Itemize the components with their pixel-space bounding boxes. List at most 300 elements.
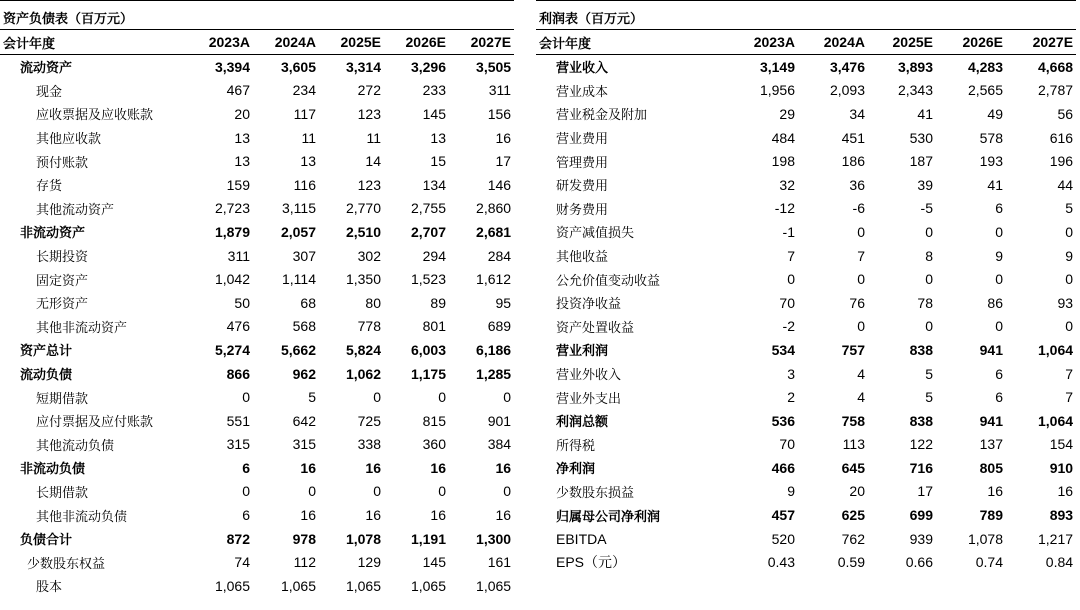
row-value: -2 xyxy=(782,318,795,335)
row-label: 归属母公司净利润 xyxy=(556,509,661,525)
row-value: 5 xyxy=(308,389,316,406)
row-label: 长期投资 xyxy=(36,250,89,266)
balance-sheet-panel xyxy=(0,0,514,598)
row-value: 11 xyxy=(366,129,381,146)
table-row xyxy=(536,456,1076,480)
income-statement-table xyxy=(536,0,1076,574)
row-value: 1,078 xyxy=(967,530,1003,547)
row-label: 资产总计 xyxy=(20,344,73,360)
row-value: 186 xyxy=(841,153,865,170)
row-value: 193 xyxy=(979,153,1003,170)
row-value: 939 xyxy=(909,530,933,547)
row-value: 70 xyxy=(779,436,795,453)
table-row xyxy=(0,267,514,291)
row-value: 1,300 xyxy=(476,530,512,547)
row-value: 2,093 xyxy=(829,82,865,99)
income-statement-panel xyxy=(536,0,1076,574)
row-value: 0 xyxy=(503,483,512,500)
row-value: 234 xyxy=(292,82,316,99)
row-value: 1,879 xyxy=(214,223,250,240)
row-value: 0 xyxy=(503,389,512,406)
row-value: 6 xyxy=(242,507,250,524)
row-value: 3 xyxy=(787,365,795,382)
row-value: 13 xyxy=(234,153,250,170)
row-label: EPS（元） xyxy=(556,554,627,571)
row-value: 0.66 xyxy=(905,554,933,571)
year-header: 2023A xyxy=(190,30,253,55)
row-value: 134 xyxy=(422,176,446,193)
row-value: 1,064 xyxy=(1038,412,1074,429)
table-row xyxy=(0,527,514,551)
row-value: 34 xyxy=(849,105,865,122)
row-value: 901 xyxy=(487,412,512,429)
row-value: 315 xyxy=(292,436,316,453)
table-row xyxy=(536,362,1076,386)
row-value: 7 xyxy=(1065,365,1074,382)
row-value: 1,191 xyxy=(410,530,446,547)
row-value: 762 xyxy=(841,530,865,547)
row-value: 805 xyxy=(979,459,1003,476)
row-label: 无形资产 xyxy=(36,297,89,313)
table-row xyxy=(0,55,514,79)
row-label: 所得税 xyxy=(556,438,596,454)
row-value: 2,860 xyxy=(476,200,512,217)
row-value: 32 xyxy=(779,176,795,193)
row-value: 294 xyxy=(422,247,446,264)
row-label: 股本 xyxy=(36,580,63,596)
row-label: 应付票据及应付账款 xyxy=(36,415,154,431)
row-value: 568 xyxy=(292,318,316,335)
row-value: 2,343 xyxy=(897,82,933,99)
row-value: 89 xyxy=(430,294,446,311)
row-value: 536 xyxy=(771,412,795,429)
row-value: 0 xyxy=(373,483,381,500)
row-value: -6 xyxy=(852,200,865,217)
table-row xyxy=(0,126,514,150)
row-label: 流动资产 xyxy=(20,61,73,77)
table-row xyxy=(0,102,514,126)
table-row xyxy=(0,550,514,574)
row-value: 642 xyxy=(292,412,316,429)
table-row xyxy=(0,220,514,244)
row-value: 112 xyxy=(293,554,316,571)
row-label: 利润总额 xyxy=(556,415,609,431)
row-value: 3,893 xyxy=(897,58,933,75)
row-value: 16 xyxy=(495,129,512,146)
row-value: 154 xyxy=(1049,436,1074,453)
row-value: 941 xyxy=(979,412,1003,429)
row-value: 801 xyxy=(422,318,446,335)
row-value: 9 xyxy=(995,247,1003,264)
row-label: 其他流动负债 xyxy=(36,438,115,454)
table-row xyxy=(536,79,1076,103)
row-value: 74 xyxy=(234,554,250,571)
table-row xyxy=(536,338,1076,362)
row-value: 0 xyxy=(995,223,1003,240)
row-value: 520 xyxy=(771,530,795,547)
row-value: 1,114 xyxy=(282,271,316,288)
row-value: 36 xyxy=(849,176,865,193)
row-value: 5 xyxy=(1065,200,1074,217)
row-value: 1,523 xyxy=(410,271,446,288)
row-value: 815 xyxy=(422,412,446,429)
row-value: 1,078 xyxy=(345,530,381,547)
row-value: 578 xyxy=(979,129,1003,146)
table-row xyxy=(536,503,1076,527)
row-label: 资产减值损失 xyxy=(556,226,635,242)
row-value: 123 xyxy=(357,105,381,122)
row-value: 360 xyxy=(422,436,446,453)
table-row xyxy=(536,385,1076,409)
row-label: 应收票据及应收账款 xyxy=(36,108,154,124)
row-label: 长期借款 xyxy=(36,485,89,501)
header-label: 会计年度 xyxy=(0,30,190,55)
row-value: 1,175 xyxy=(410,365,446,382)
row-value: 86 xyxy=(987,294,1003,311)
row-value: 8 xyxy=(925,247,933,264)
row-value: 910 xyxy=(1049,459,1074,476)
table-row xyxy=(0,291,514,315)
row-value: 384 xyxy=(487,436,512,453)
row-label: 固定资产 xyxy=(36,273,89,289)
row-value: 5 xyxy=(925,365,933,382)
row-value: 7 xyxy=(1065,389,1074,406)
balance-sheet-table xyxy=(0,0,514,598)
row-value: 0.84 xyxy=(1045,554,1074,571)
row-value: 3,314 xyxy=(345,58,381,75)
row-value: 2,681 xyxy=(476,223,512,240)
row-value: 93 xyxy=(1057,294,1074,311)
table-row xyxy=(0,173,514,197)
row-label: 投资净收益 xyxy=(556,297,622,313)
row-value: 187 xyxy=(909,153,933,170)
row-value: 0 xyxy=(438,389,446,406)
header-label: 会计年度 xyxy=(536,30,732,55)
row-value: 284 xyxy=(487,247,512,264)
row-label: 存货 xyxy=(36,179,63,195)
row-value: 122 xyxy=(909,436,933,453)
row-value: 13 xyxy=(234,129,250,146)
row-value: 716 xyxy=(909,459,933,476)
year-header: 2024A xyxy=(798,30,868,55)
row-value: 1,062 xyxy=(345,365,381,382)
table-row xyxy=(0,315,514,339)
row-value: 4,283 xyxy=(967,58,1003,75)
table-row xyxy=(0,503,514,527)
row-value: 80 xyxy=(365,294,381,311)
table-row xyxy=(0,385,514,409)
row-value: 41 xyxy=(917,105,933,122)
table-row xyxy=(0,480,514,504)
table-row xyxy=(0,362,514,386)
row-value: 4 xyxy=(857,389,865,406)
row-value: 467 xyxy=(226,82,250,99)
row-label: 资产处置收益 xyxy=(556,320,635,336)
row-value: 1,285 xyxy=(476,365,512,382)
row-value: 196 xyxy=(1049,153,1074,170)
row-value: 645 xyxy=(841,459,865,476)
year-header: 2024A xyxy=(253,30,319,55)
row-value: 1,065 xyxy=(280,577,316,594)
row-value: 0.74 xyxy=(975,554,1003,571)
row-value: 2,707 xyxy=(410,223,446,240)
row-value: 137 xyxy=(979,436,1003,453)
row-value: 1,065 xyxy=(410,577,446,594)
row-label: EBITDA xyxy=(556,530,607,547)
row-value: 0 xyxy=(242,389,250,406)
row-label: 预付账款 xyxy=(36,155,89,171)
row-value: 4 xyxy=(857,365,865,382)
row-value: 1,350 xyxy=(345,271,381,288)
row-value: 7 xyxy=(787,247,795,264)
balance-sheet-header-row xyxy=(0,30,514,55)
year-header: 2026E xyxy=(936,30,1006,55)
income-statement-header-row xyxy=(536,30,1076,55)
row-value: 758 xyxy=(841,412,865,429)
row-value: 6,003 xyxy=(410,341,446,358)
row-value: 0 xyxy=(995,318,1003,335)
row-value: 2,755 xyxy=(410,200,446,217)
table-row xyxy=(0,433,514,457)
row-value: 1,065 xyxy=(476,577,512,594)
row-value: 16 xyxy=(300,507,316,524)
row-value: 3,505 xyxy=(476,58,512,75)
row-value: 39 xyxy=(917,176,933,193)
table-row xyxy=(536,220,1076,244)
row-value: 893 xyxy=(1049,507,1074,524)
row-value: 129 xyxy=(357,554,381,571)
row-value: 6 xyxy=(995,200,1003,217)
table-row xyxy=(536,433,1076,457)
row-value: 233 xyxy=(422,82,446,99)
table-row xyxy=(536,480,1076,504)
row-value: 2,787 xyxy=(1038,82,1074,99)
row-value: 2,057 xyxy=(280,223,316,240)
row-value: 113 xyxy=(842,436,865,453)
row-label: 非流动资产 xyxy=(20,226,86,242)
row-value: 0 xyxy=(1065,271,1074,288)
row-label: 短期借款 xyxy=(36,391,89,407)
row-value: 117 xyxy=(293,105,316,122)
table-row xyxy=(0,409,514,433)
table-row xyxy=(0,244,514,268)
row-value: 338 xyxy=(357,436,381,453)
row-label: 其他应收款 xyxy=(36,132,102,148)
row-value: 625 xyxy=(841,507,865,524)
row-value: 16 xyxy=(430,507,446,524)
row-value: 0.43 xyxy=(767,554,795,571)
row-value: 16 xyxy=(365,459,381,476)
row-value: -5 xyxy=(920,200,933,217)
row-value: 16 xyxy=(987,483,1003,500)
year-header: 2025E xyxy=(319,30,384,55)
row-label: 营业收入 xyxy=(556,61,609,77)
row-label: 营业利润 xyxy=(556,344,609,360)
row-value: 0 xyxy=(857,223,865,240)
row-value: 50 xyxy=(234,294,250,311)
row-value: 778 xyxy=(357,318,381,335)
row-value: 476 xyxy=(226,318,250,335)
row-value: 2,770 xyxy=(345,200,381,217)
year-header: 2026E xyxy=(384,30,449,55)
row-value: 16 xyxy=(430,459,446,476)
row-label: 营业外支出 xyxy=(556,391,622,407)
year-header: 2027E xyxy=(449,30,514,55)
row-value: 962 xyxy=(292,365,316,382)
balance-sheet-title: 资产负债表（百万元） xyxy=(3,12,134,27)
row-value: 978 xyxy=(292,530,316,547)
row-value: 0 xyxy=(242,483,250,500)
row-value: 145 xyxy=(422,105,446,122)
row-label: 少数股东权益 xyxy=(27,556,106,572)
row-value: 866 xyxy=(226,365,250,382)
row-label: 其他非流动负债 xyxy=(36,509,128,525)
row-value: 0 xyxy=(857,271,865,288)
income-statement-title: 利润表（百万元） xyxy=(539,12,644,27)
row-value: 145 xyxy=(422,554,446,571)
row-value: 307 xyxy=(292,247,316,264)
row-value: 0 xyxy=(787,271,795,288)
row-value: 272 xyxy=(357,82,381,99)
row-value: 451 xyxy=(841,129,865,146)
row-value: 41 xyxy=(987,176,1003,193)
row-value: -12 xyxy=(774,200,795,217)
year-header: 2023A xyxy=(732,30,798,55)
row-value: 16 xyxy=(365,507,381,524)
row-value: 302 xyxy=(357,247,381,264)
row-value: 20 xyxy=(234,105,250,122)
row-value: 146 xyxy=(487,176,512,193)
row-value: 6 xyxy=(242,459,250,476)
row-label: 营业外收入 xyxy=(556,368,622,384)
row-value: 9 xyxy=(787,483,795,500)
row-label: 负债合计 xyxy=(20,533,73,549)
row-value: 941 xyxy=(979,341,1003,358)
row-value: 3,476 xyxy=(829,58,865,75)
row-value: 1,065 xyxy=(345,577,381,594)
row-label: 其他非流动资产 xyxy=(36,320,128,336)
row-value: 6 xyxy=(995,389,1003,406)
row-value: 6 xyxy=(995,365,1003,382)
row-value: 13 xyxy=(430,129,446,146)
row-value: 725 xyxy=(357,412,381,429)
row-value: 838 xyxy=(909,412,933,429)
row-value: 0 xyxy=(1065,223,1074,240)
row-value: 6,186 xyxy=(476,341,512,358)
row-value: 1,612 xyxy=(476,271,512,288)
row-value: 4,668 xyxy=(1038,58,1074,75)
row-label: 其他流动资产 xyxy=(36,202,115,218)
table-row xyxy=(536,409,1076,433)
row-value: 70 xyxy=(779,294,795,311)
table-row xyxy=(0,79,514,103)
row-value: 0 xyxy=(308,483,316,500)
table-row xyxy=(0,338,514,362)
row-value: 17 xyxy=(495,153,512,170)
table-row xyxy=(536,55,1076,79)
row-value: 198 xyxy=(771,153,795,170)
row-value: 16 xyxy=(300,459,316,476)
table-row xyxy=(0,149,514,173)
table-row xyxy=(536,291,1076,315)
row-value: 699 xyxy=(909,507,933,524)
row-value: 457 xyxy=(771,507,795,524)
row-value: -1 xyxy=(782,223,795,240)
table-row xyxy=(536,126,1076,150)
row-value: 20 xyxy=(849,483,865,500)
row-value: 466 xyxy=(771,459,795,476)
row-value: 311 xyxy=(227,247,250,264)
row-value: 116 xyxy=(293,176,316,193)
row-value: 872 xyxy=(226,530,250,547)
table-row xyxy=(536,267,1076,291)
table-row xyxy=(536,102,1076,126)
row-label: 营业成本 xyxy=(556,84,609,100)
row-value: 0 xyxy=(1065,318,1074,335)
row-value: 315 xyxy=(226,436,250,453)
row-value: 838 xyxy=(909,341,933,358)
row-value: 2,510 xyxy=(345,223,381,240)
table-row xyxy=(0,197,514,221)
row-label: 营业费用 xyxy=(556,132,609,148)
row-value: 616 xyxy=(1049,129,1074,146)
year-header: 2027E xyxy=(1006,30,1076,55)
row-value: 78 xyxy=(917,294,933,311)
row-value: 0 xyxy=(925,223,933,240)
row-value: 5 xyxy=(925,389,933,406)
row-value: 757 xyxy=(841,341,865,358)
row-value: 95 xyxy=(495,294,512,311)
row-value: 16 xyxy=(495,507,512,524)
table-row xyxy=(536,550,1076,574)
table-row xyxy=(536,173,1076,197)
row-value: 689 xyxy=(487,318,512,335)
row-value: 68 xyxy=(300,294,316,311)
row-value: 534 xyxy=(771,341,795,358)
row-value: 156 xyxy=(487,105,512,122)
row-value: 1,217 xyxy=(1038,530,1074,547)
row-value: 123 xyxy=(357,176,381,193)
row-label: 流动负债 xyxy=(20,368,73,384)
row-value: 551 xyxy=(226,412,250,429)
table-row xyxy=(0,574,514,598)
row-value: 0 xyxy=(373,389,381,406)
row-value: 49 xyxy=(987,105,1003,122)
row-label: 管理费用 xyxy=(556,155,609,171)
row-value: 76 xyxy=(849,294,865,311)
row-value: 0 xyxy=(857,318,865,335)
row-value: 0.59 xyxy=(837,554,865,571)
row-value: 2,565 xyxy=(967,82,1003,99)
table-row xyxy=(536,527,1076,551)
row-value: 1,064 xyxy=(1038,341,1074,358)
year-header: 2025E xyxy=(868,30,936,55)
row-value: 3,296 xyxy=(410,58,446,75)
row-label: 少数股东损益 xyxy=(556,485,635,501)
row-value: 0 xyxy=(438,483,446,500)
row-value: 0 xyxy=(995,271,1003,288)
row-value: 311 xyxy=(488,82,512,99)
row-value: 9 xyxy=(1065,247,1074,264)
row-value: 1,065 xyxy=(214,577,250,594)
row-value: 530 xyxy=(909,129,933,146)
table-row xyxy=(536,149,1076,173)
table-row xyxy=(536,197,1076,221)
row-value: 14 xyxy=(365,153,381,170)
table-row xyxy=(0,456,514,480)
row-label: 非流动负债 xyxy=(20,462,86,478)
row-value: 16 xyxy=(495,459,512,476)
